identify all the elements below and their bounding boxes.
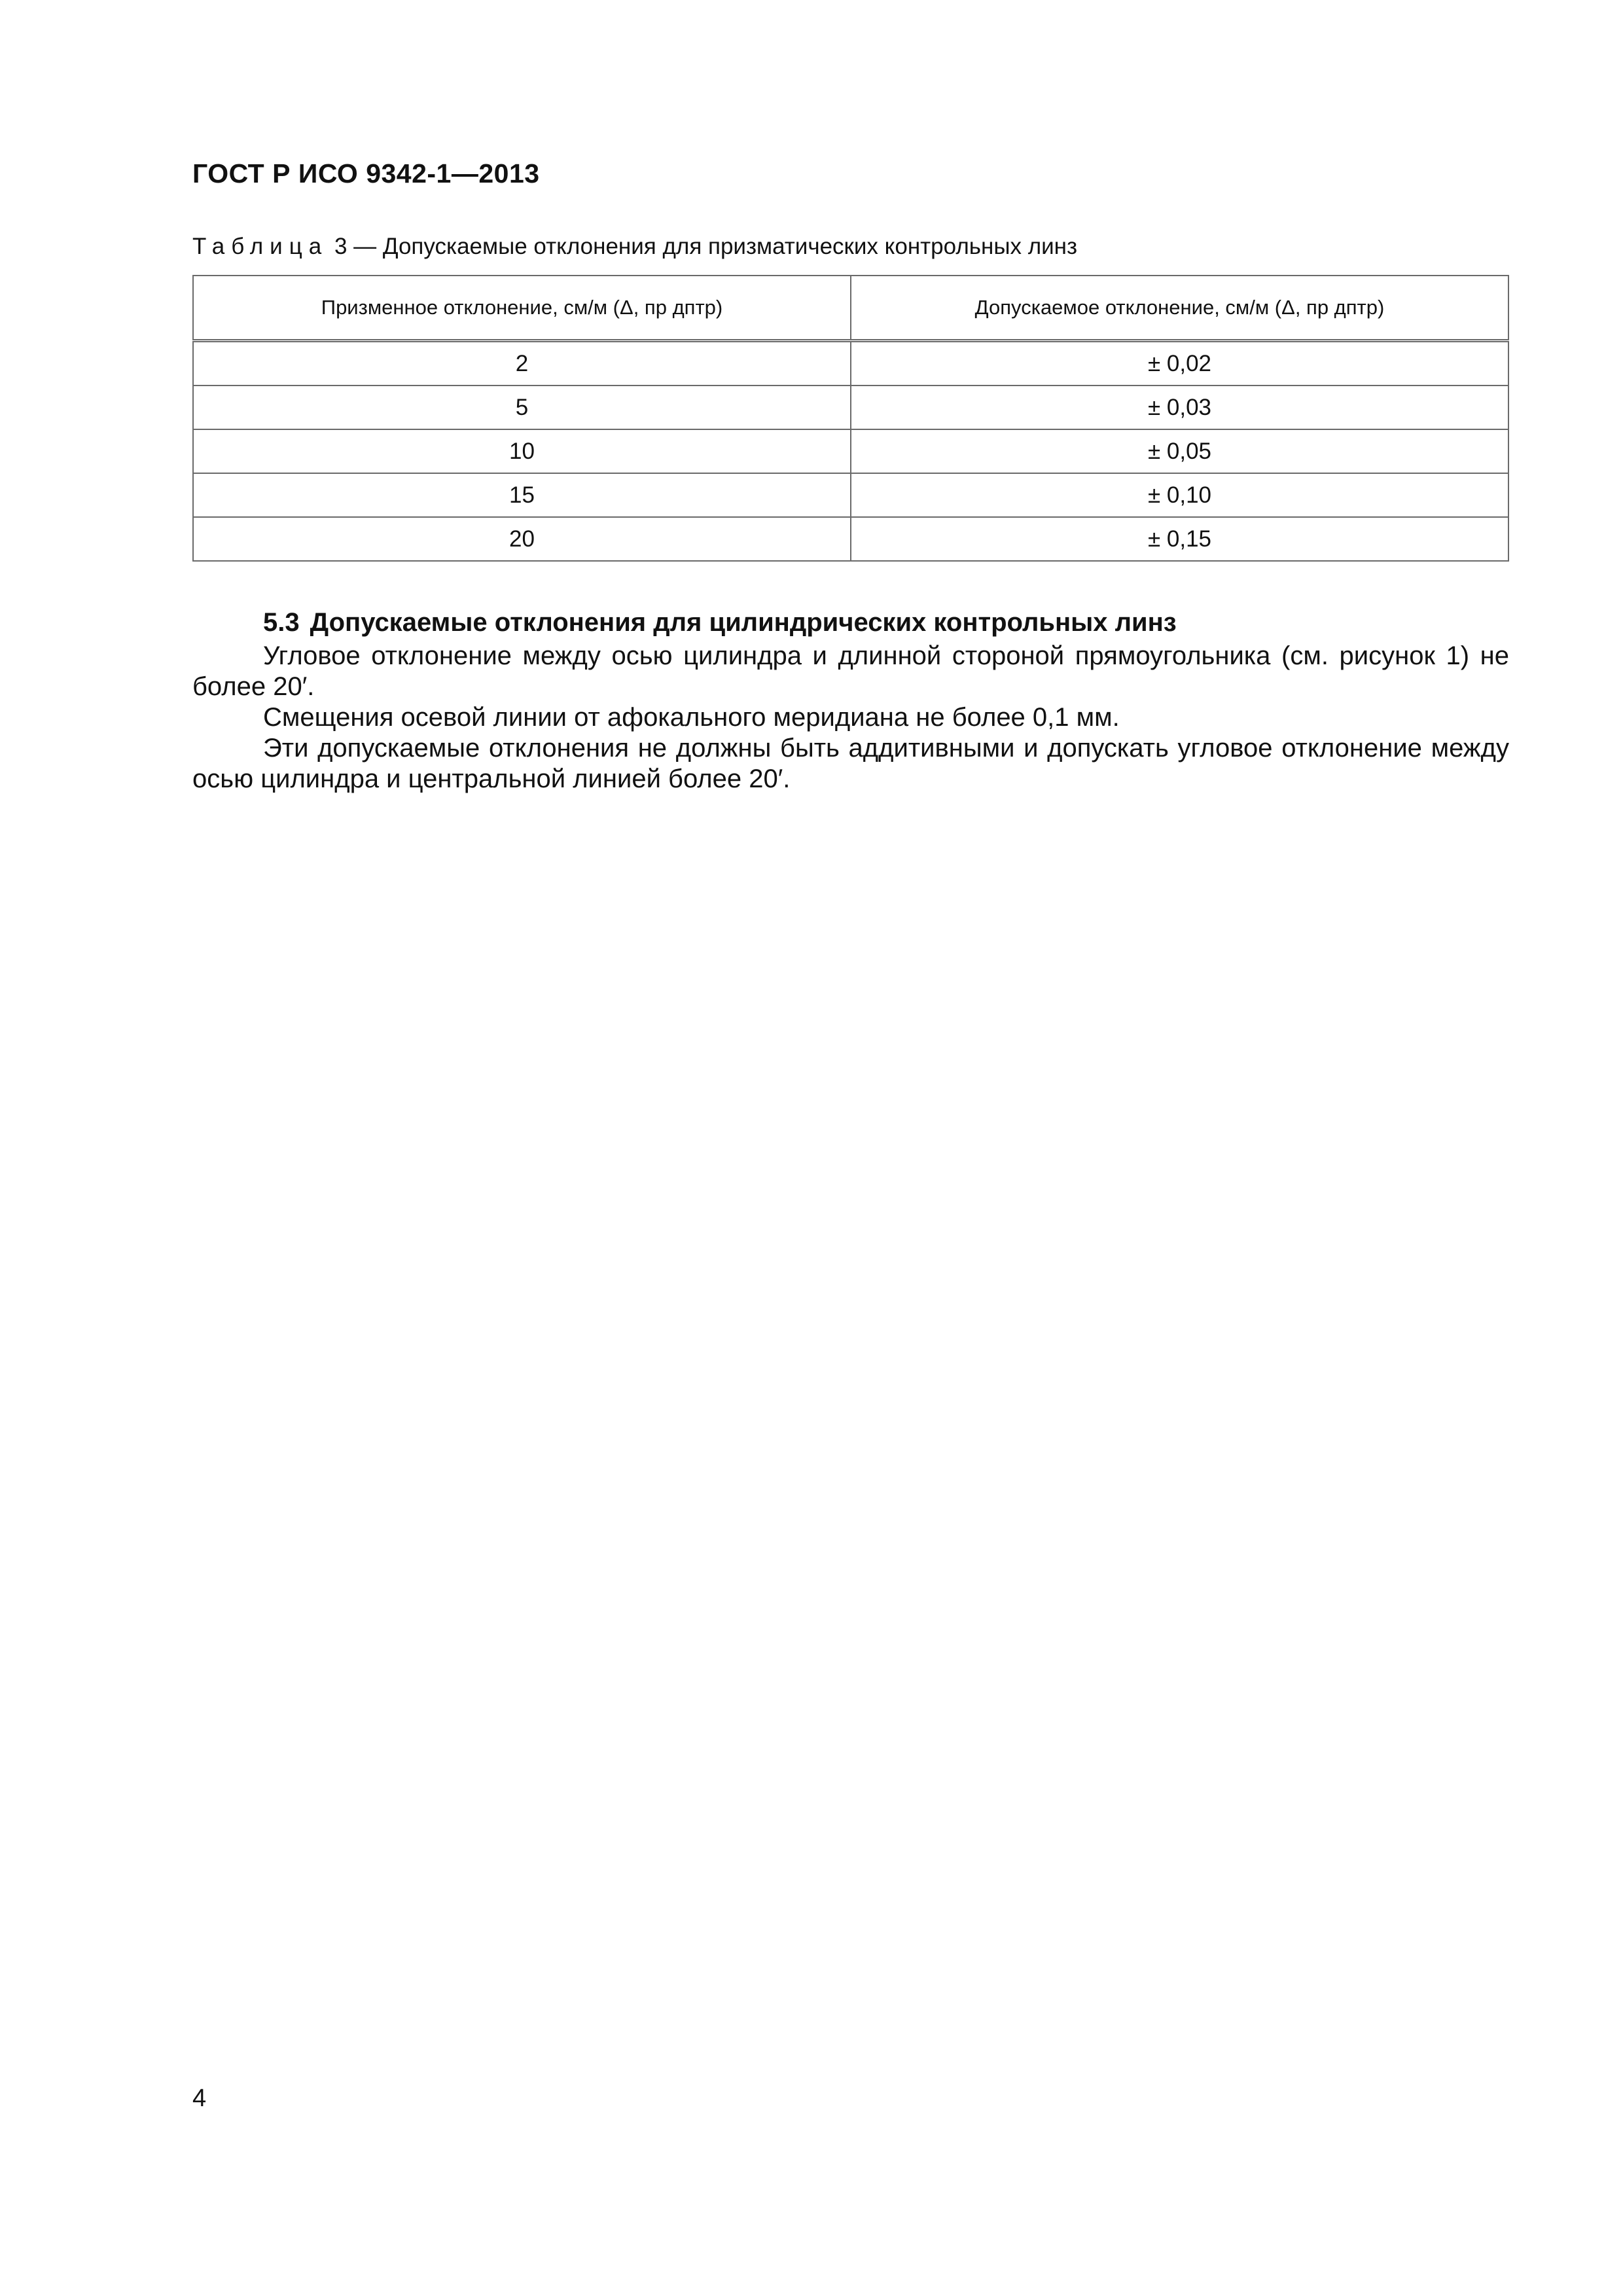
paragraph: Угловое отклонение между осью цилиндра и длинной стороной прямоугольника (см. рисунок 1) не более 20′. (192, 641, 1509, 701)
column-header-prism-deviation: Призменное отклонение, см/м (Δ, пр дптр) (193, 276, 851, 341)
table-header-row (193, 276, 1508, 341)
paragraph: Смещения осевой линии от афокального меридиана не более 0,1 мм. (263, 703, 1120, 732)
table-row (193, 429, 1508, 473)
table-cell: 20 (193, 517, 851, 561)
table-caption-word: Таблица (192, 234, 329, 259)
table-cell: 5 (193, 386, 851, 429)
table-cell: ± 0,05 (851, 429, 1508, 473)
page-number: 4 (192, 2085, 207, 2112)
table-cell: 15 (193, 473, 851, 517)
column-header-allowed-deviation: Допускаемое отклонение, см/м (Δ, пр дптр) (851, 276, 1508, 341)
table-cell: ± 0,10 (851, 473, 1508, 517)
table-row (193, 341, 1508, 386)
section-heading (192, 607, 1509, 638)
table-row (193, 517, 1508, 561)
table-cell: 2 (193, 341, 851, 386)
section-title: Допускаемые отклонения для цилиндрических контрольных линз (310, 608, 1177, 637)
table-caption-text: 3 — Допускаемые отклонения для призматических контрольных линз (328, 234, 1078, 259)
document-header: ГОСТ Р ИСО 9342-1—2013 (192, 158, 540, 188)
paragraph: Эти допускаемые отклонения не должны быть аддитивными и допускать угловое отклонение между осью цилиндра и центральной линией более 20′. (192, 734, 1509, 793)
table-cell: ± 0,03 (851, 386, 1508, 429)
table-caption (192, 234, 1077, 260)
table-row (193, 386, 1508, 429)
section-number: 5.3 (263, 608, 300, 637)
table-cell: ± 0,02 (851, 341, 1508, 386)
tolerance-table (192, 275, 1509, 562)
table-row (193, 473, 1508, 517)
table-cell: 10 (193, 429, 851, 473)
table-cell: ± 0,15 (851, 517, 1508, 561)
section-5-3 (192, 607, 1509, 795)
